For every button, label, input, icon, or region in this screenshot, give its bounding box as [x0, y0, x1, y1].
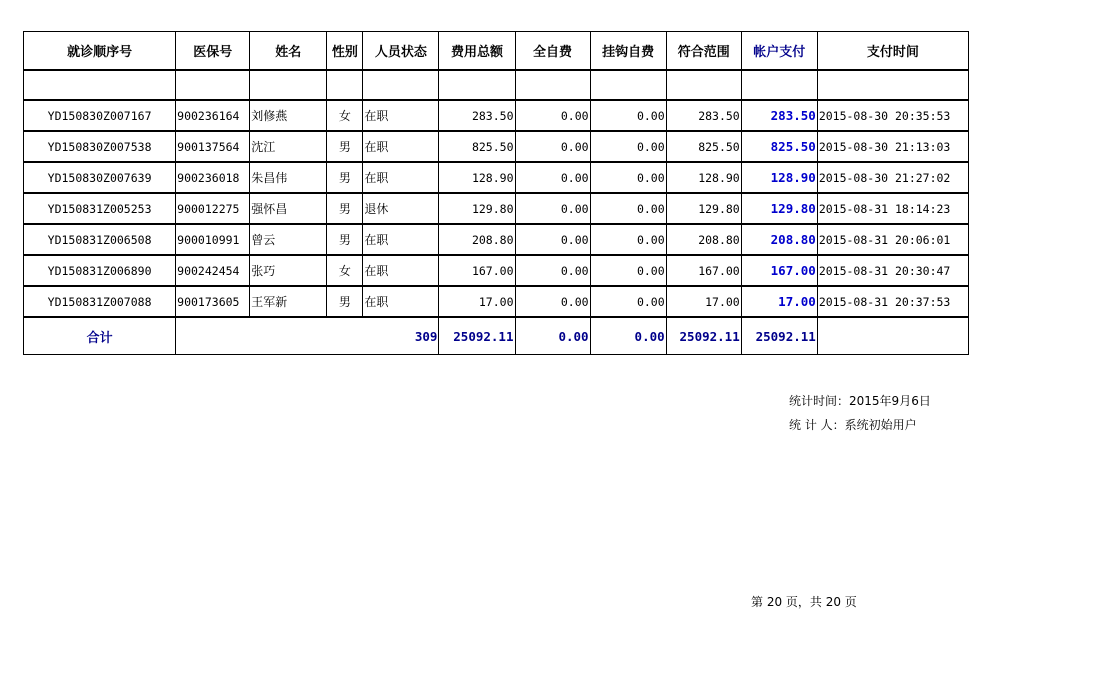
table-row [24, 224, 969, 255]
cell-selfpay: 0.00 [515, 224, 590, 255]
cell-in-range: 283.50 [666, 100, 741, 131]
cell-selfpay: 0.00 [515, 131, 590, 162]
cell-name: 张巧 [250, 255, 327, 286]
cell-name: 刘修燕 [250, 100, 327, 131]
table-row [24, 193, 969, 224]
total-pay-time [817, 317, 968, 355]
cell-pay-time: 2015-08-31 20:06:01 [817, 224, 968, 255]
cell-pay-time: 2015-08-30 21:27:02 [817, 162, 968, 193]
cell-in-range: 825.50 [666, 131, 741, 162]
table-row [24, 131, 969, 162]
cell-in-range: 128.90 [666, 162, 741, 193]
cell-selfpay: 0.00 [515, 255, 590, 286]
cell-status: 在职 [363, 224, 439, 255]
cell-insurance-no: 900173605 [176, 286, 250, 317]
cell-insurance-no: 900236164 [176, 100, 250, 131]
cell-total: 208.80 [439, 224, 515, 255]
cell-selfpay: 0.00 [515, 193, 590, 224]
total-count: 309 [176, 317, 439, 355]
cell-pay-time: 2015-08-31 20:30:47 [817, 255, 968, 286]
cell-account-pay: 283.50 [741, 100, 817, 131]
header-in-range: 符合范围 [666, 32, 741, 71]
cell-seq: YD150831Z006890 [24, 255, 176, 286]
cell-hook-selfpay: 0.00 [590, 100, 666, 131]
header-status: 人员状态 [363, 32, 439, 71]
cell-status: 在职 [363, 255, 439, 286]
cell-name: 朱昌伟 [250, 162, 327, 193]
stat-time [789, 392, 931, 409]
cell-total: 128.90 [439, 162, 515, 193]
stat-time-label: 统计时间： [789, 394, 850, 408]
header-total: 费用总额 [439, 32, 515, 71]
stat-time-value: 2015年9月6日 [849, 394, 931, 408]
stat-person-value: 系统初始用户 [844, 418, 917, 432]
cell-name: 强怀昌 [250, 193, 327, 224]
table-row [24, 100, 969, 131]
header-hook-selfpay: 挂钩自费 [590, 32, 666, 71]
table-row [24, 255, 969, 286]
total-row [24, 317, 969, 355]
cell-account-pay: 17.00 [741, 286, 817, 317]
cell-sex: 女 [327, 100, 363, 131]
cell-insurance-no: 900137564 [176, 131, 250, 162]
cell-insurance-no: 900012275 [176, 193, 250, 224]
cell-sex: 女 [327, 255, 363, 286]
cell-pay-time: 2015-08-31 18:14:23 [817, 193, 968, 224]
blank-row [24, 70, 969, 100]
header-selfpay: 全自费 [515, 32, 590, 71]
cell-insurance-no: 900010991 [176, 224, 250, 255]
cell-hook-selfpay: 0.00 [590, 255, 666, 286]
cell-sex: 男 [327, 193, 363, 224]
cell-insurance-no: 900242454 [176, 255, 250, 286]
cell-account-pay: 128.90 [741, 162, 817, 193]
cell-hook-selfpay: 0.00 [590, 224, 666, 255]
cell-status: 在职 [363, 162, 439, 193]
header-pay-time: 支付时间 [817, 32, 968, 71]
header-seq: 就诊顺序号 [24, 32, 176, 71]
header-account-pay: 帐户支付 [741, 32, 817, 71]
cell-selfpay: 0.00 [515, 100, 590, 131]
cell-status: 在职 [363, 131, 439, 162]
cell-in-range: 167.00 [666, 255, 741, 286]
cell-hook-selfpay: 0.00 [590, 162, 666, 193]
header-insurance-no: 医保号 [176, 32, 250, 71]
total-amount: 25092.11 [439, 317, 515, 355]
cell-hook-selfpay: 0.00 [590, 131, 666, 162]
cell-status: 在职 [363, 286, 439, 317]
header-sex: 性别 [327, 32, 363, 71]
cell-account-pay: 167.00 [741, 255, 817, 286]
cell-sex: 男 [327, 162, 363, 193]
cell-total: 17.00 [439, 286, 515, 317]
cell-seq: YD150831Z005253 [24, 193, 176, 224]
stat-person [789, 416, 917, 433]
cell-total: 825.50 [439, 131, 515, 162]
page-info: 第 20 页，共 20 页 [751, 595, 857, 609]
table-row [24, 162, 969, 193]
cell-sex: 男 [327, 286, 363, 317]
cell-pay-time: 2015-08-30 21:13:03 [817, 131, 968, 162]
cell-account-pay: 825.50 [741, 131, 817, 162]
cell-total: 167.00 [439, 255, 515, 286]
report-table [23, 31, 969, 355]
total-label: 合计 [24, 317, 176, 355]
total-in-range: 25092.11 [666, 317, 741, 355]
cell-seq: YD150830Z007639 [24, 162, 176, 193]
cell-selfpay: 0.00 [515, 162, 590, 193]
cell-name: 沈江 [250, 131, 327, 162]
cell-in-range: 129.80 [666, 193, 741, 224]
cell-in-range: 208.80 [666, 224, 741, 255]
cell-seq: YD150830Z007538 [24, 131, 176, 162]
header-name: 姓名 [250, 32, 327, 71]
cell-hook-selfpay: 0.00 [590, 286, 666, 317]
total-selfpay: 0.00 [515, 317, 590, 355]
cell-status: 在职 [363, 100, 439, 131]
cell-status: 退休 [363, 193, 439, 224]
cell-account-pay: 208.80 [741, 224, 817, 255]
header-row [24, 32, 969, 71]
total-account-pay: 25092.11 [741, 317, 817, 355]
cell-seq: YD150831Z007088 [24, 286, 176, 317]
cell-in-range: 17.00 [666, 286, 741, 317]
cell-account-pay: 129.80 [741, 193, 817, 224]
cell-seq: YD150830Z007167 [24, 100, 176, 131]
cell-hook-selfpay: 0.00 [590, 193, 666, 224]
cell-seq: YD150831Z006508 [24, 224, 176, 255]
cell-total: 283.50 [439, 100, 515, 131]
cell-total: 129.80 [439, 193, 515, 224]
cell-sex: 男 [327, 224, 363, 255]
stat-person-label: 统 计 人： [789, 418, 845, 432]
table-row [24, 286, 969, 317]
cell-name: 曾云 [250, 224, 327, 255]
cell-pay-time: 2015-08-31 20:37:53 [817, 286, 968, 317]
cell-insurance-no: 900236018 [176, 162, 250, 193]
cell-sex: 男 [327, 131, 363, 162]
cell-selfpay: 0.00 [515, 286, 590, 317]
cell-pay-time: 2015-08-30 20:35:53 [817, 100, 968, 131]
cell-name: 王军新 [250, 286, 327, 317]
total-hook-selfpay: 0.00 [590, 317, 666, 355]
